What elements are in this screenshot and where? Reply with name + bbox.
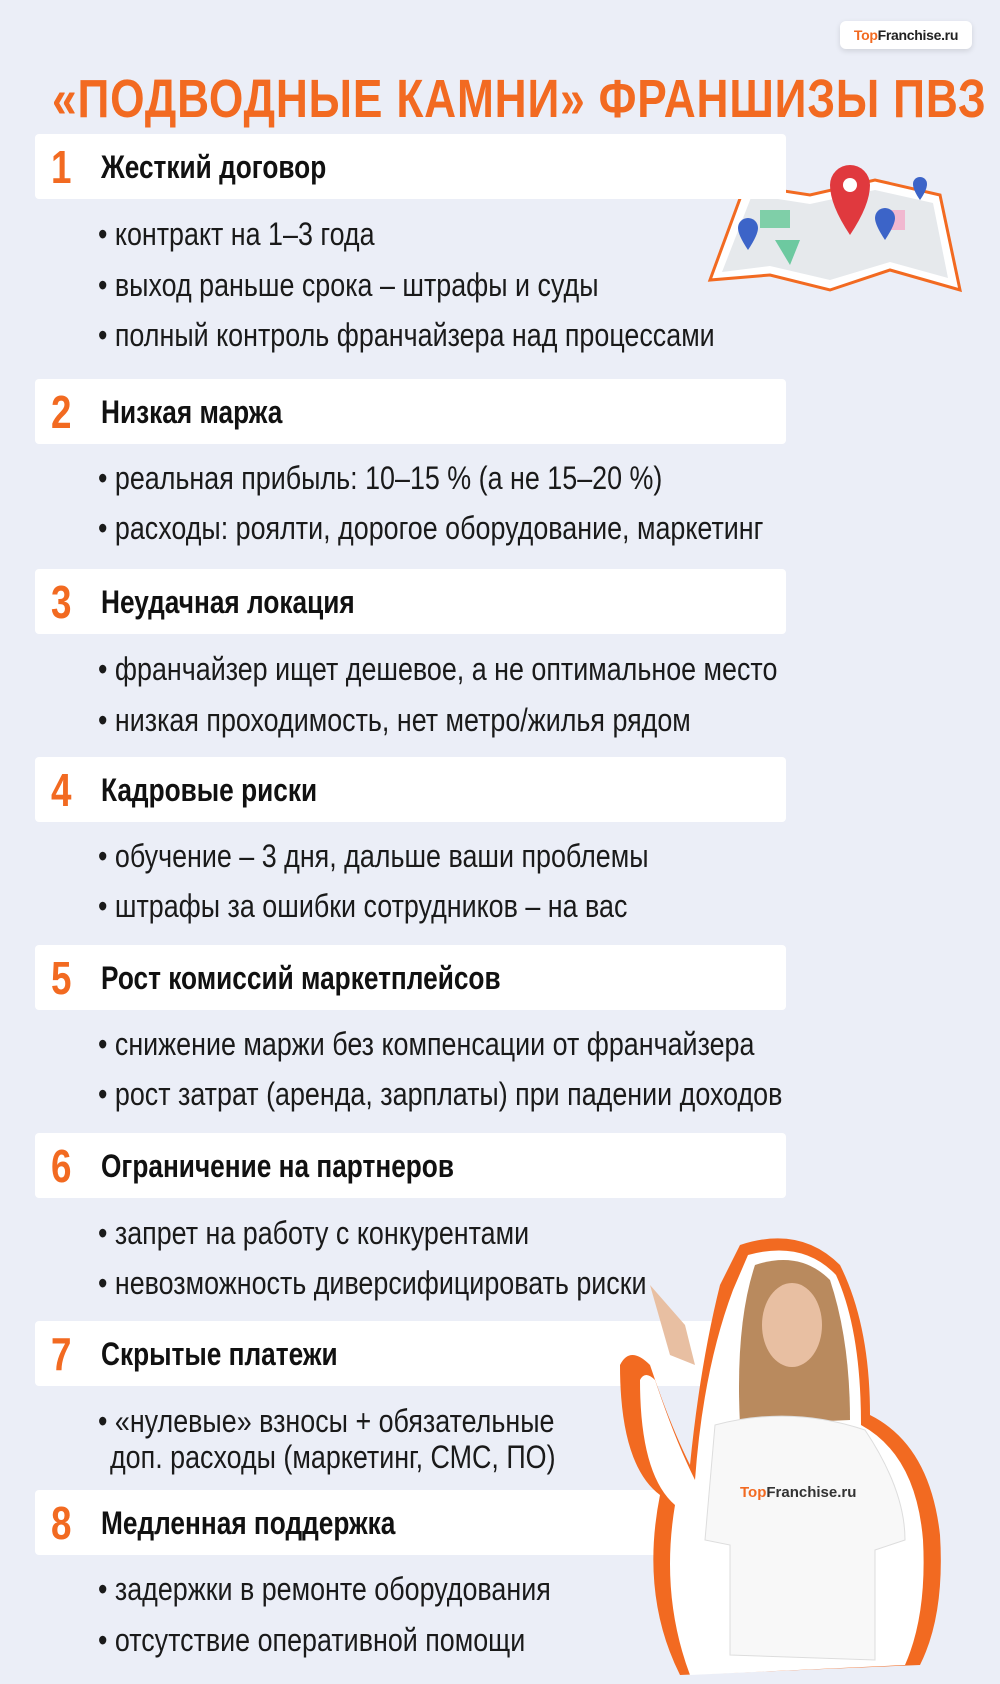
person-illustration [620,1235,950,1675]
section-number: 6 [51,1140,72,1192]
section-header-3 [35,569,786,634]
section-number: 7 [51,1328,72,1380]
section-title: Кадровые риски [101,772,318,808]
section-title: Скрытые платежи [101,1336,338,1372]
bullet-item: • франчайзер ищет дешевое, а не оптимальное место [98,651,778,687]
svg-text:TopFranchise.ru: TopFranchise.ru [740,1484,857,1501]
bullet-item: • запрет на работу с конкурентами [98,1215,530,1251]
section-title: Неудачная локация [101,584,355,620]
section-header-1 [35,134,786,199]
section-number: 4 [51,764,72,816]
bullet-item: доп. расходы (маркетинг, СМС, ПО) [110,1439,556,1475]
section-number: 8 [51,1497,72,1549]
bullet-item: • реальная прибыль: 10–15 % (а не 15–20 %) [98,460,663,496]
logo-rest: Franchise.ru [877,27,959,43]
bullet-item: • рост затрат (аренда, зарплаты) при падении доходов [98,1076,783,1112]
section-title: Низкая маржа [101,394,283,430]
section-header-6 [35,1133,786,1198]
section-title: Медленная поддержка [101,1505,396,1541]
bullet-item: • штрафы за ошибки сотрудников – на вас [98,888,628,924]
bullet-item: • обучение – 3 дня, дальше ваши проблемы [98,838,649,874]
section-header-2 [35,379,786,444]
section-number: 3 [51,576,72,628]
bullet-item: • контракт на 1–3 года [98,216,375,252]
bullet-item: • снижение маржи без компенсации от франчайзера [98,1026,755,1062]
section-title: Рост комиссий маркетплейсов [101,960,501,996]
section-title: Ограничение на партнеров [101,1148,454,1184]
bullet-item: • полный контроль франчайзера над процессами [98,317,715,353]
section-header-5 [35,945,786,1010]
page-title: «ПОДВОДНЫЕ КАМНИ» ФРАНШИЗЫ ПВЗ [52,69,987,129]
brand-logo [840,21,972,49]
bullet-item: • отсутствие оперативной помощи [98,1622,526,1658]
section-number: 5 [51,952,72,1004]
bullet-item: • выход раньше срока – штрафы и суды [98,267,599,303]
bullet-item: • расходы: роялти, дорогое оборудование, маркетинг [98,510,764,546]
bullet-item: • низкая проходимость, нет метро/жилья рядом [98,702,691,738]
section-header-4 [35,757,786,822]
section-number: 1 [51,141,72,193]
section-number: 2 [51,386,72,438]
section-title: Жесткий договор [101,149,327,185]
bullet-item: • невозможность диверсифицировать риски [98,1265,647,1301]
logo-top: Top [853,27,878,43]
bullet-item: • задержки в ремонте оборудования [98,1571,551,1607]
bullet-item: • «нулевые» взносы + обязательные [98,1403,555,1439]
